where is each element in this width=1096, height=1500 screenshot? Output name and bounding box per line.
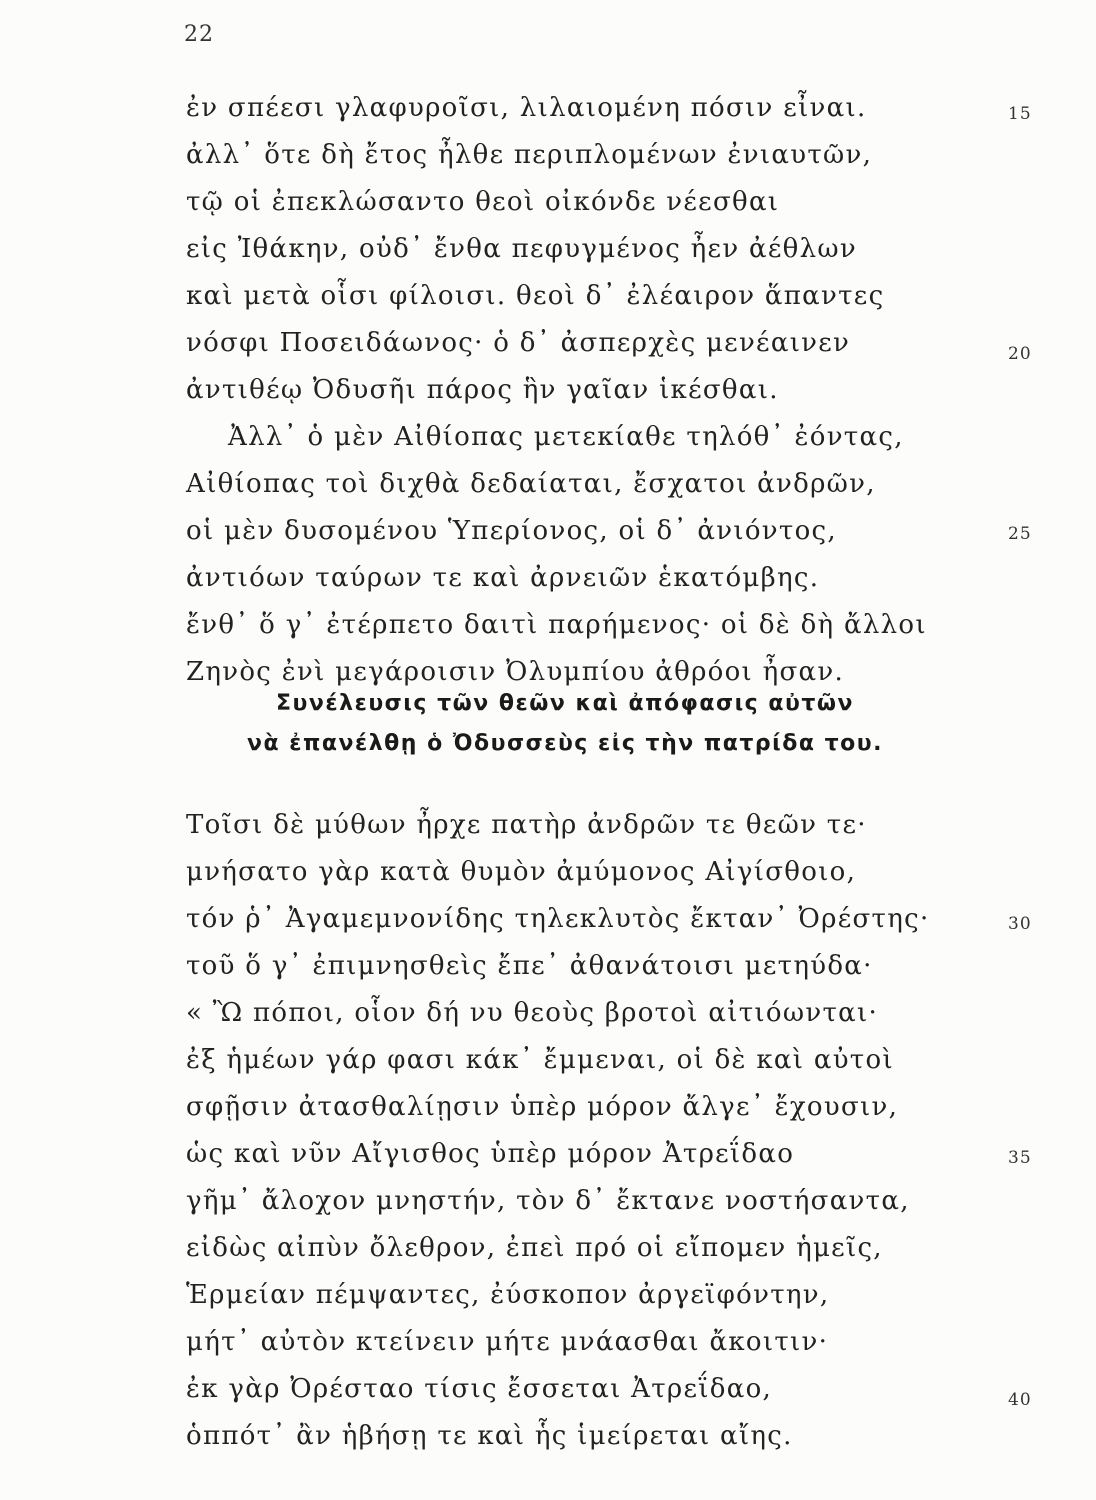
- verse-line: μήτ᾽ αὐτὸν κτείνειν μήτε μνάασθαι ἄκοιτιν·: [186, 1327, 829, 1357]
- verse-line: Ἀλλ᾽ ὁ μὲν Αἰθίοπας μετεκίαθε τηλόθ᾽ ἐόντας,: [228, 422, 904, 452]
- verse-line: Τοῖσι δὲ μύθων ἦρχε πατὴρ ἀνδρῶν τε θεῶν τε·: [186, 810, 867, 840]
- verse-line: οἱ μὲν δυσομένου Ὑπερίονος, οἱ δ᾽ ἀνιόντος,: [186, 516, 837, 546]
- section-heading-line-1: Συνέλευσις τῶν θεῶν καὶ ἀπόφασις αὐτῶν: [276, 691, 854, 716]
- verse-line: ὁππότ᾽ ἂν ἡβήσῃ τε καὶ ἧς ἱμείρεται αἴης.: [186, 1421, 793, 1451]
- verse-line: ὡς καὶ νῦν Αἴγισθος ὑπὲρ μόρον Ἀτρεΐδαο: [186, 1139, 795, 1169]
- verse-line: μνήσατο γὰρ κατὰ θυμὸν ἀμύμονος Αἰγίσθοιο,: [186, 857, 857, 887]
- verse-line: καὶ μετὰ οἷσι φίλοισι. θεοὶ δ᾽ ἐλέαιρον ἅπαντες: [186, 281, 885, 311]
- verse-line: Αἰθίοπας τοὶ διχθὰ δεδαίαται, ἔσχατοι ἀνδρῶν,: [186, 469, 876, 499]
- verse-line: « Ὢ πόποι, οἷον δή νυ θεοὺς βροτοὶ αἰτιόωνται·: [186, 998, 879, 1028]
- line-number: 25: [1008, 524, 1032, 544]
- verse-line: ἀλλ᾽ ὅτε δὴ ἔτος ἦλθε περιπλομένων ἐνιαυτῶν,: [186, 140, 873, 170]
- line-number: 20: [1008, 344, 1032, 364]
- verse-line: ἐν σπέεσι γλαφυροῖσι, λιλαιομένη πόσιν εἶναι.: [186, 93, 867, 123]
- verse-line: τόν ῥ᾽ Ἀγαμεμνονίδης τηλεκλυτὸς ἔκταν᾽ Ὀρέστης·: [186, 904, 930, 934]
- line-number: 35: [1008, 1148, 1032, 1168]
- verse-line: Ζηνὸς ἐνὶ μεγάροισιν Ὀλυμπίου ἀθρόοι ἦσαν.: [186, 657, 845, 687]
- line-number: 30: [1008, 914, 1032, 934]
- verse-line: Ἑρμείαν πέμψαντες, ἐύσκοπον ἀργεϊφόντην,: [186, 1280, 830, 1310]
- verse-line: εἰς Ἰθάκην, οὐδ᾽ ἔνθα πεφυγμένος ἦεν ἀέθλων: [186, 234, 857, 264]
- line-number: 40: [1008, 1390, 1032, 1410]
- verse-line: ἐξ ἡμέων γάρ φασι κάκ᾽ ἔμμεναι, οἱ δὲ καὶ αὐτοὶ: [186, 1045, 894, 1075]
- section-heading: [180, 684, 950, 764]
- verse-line: τῷ οἱ ἐπεκλώσαντο θεοὶ οἰκόνδε νέεσθαι: [186, 187, 780, 217]
- verse-line: εἰδὼς αἰπὺν ὄλεθρον, ἐπεὶ πρό οἱ εἴπομεν ἡμεῖς,: [186, 1233, 883, 1263]
- verse-line: ἀντιθέῳ Ὀδυσῆι πάρος ἣν γαῖαν ἱκέσθαι.: [186, 375, 779, 405]
- verse-line: σφῇσιν ἀτασθαλίῃσιν ὑπὲρ μόρον ἄλγε᾽ ἔχουσιν,: [186, 1092, 899, 1122]
- verse-line: ἔνθ᾽ ὅ γ᾽ ἐτέρπετο δαιτὶ παρήμενος· οἱ δὲ δὴ ἄλλοι: [186, 610, 927, 640]
- verse-line: νόσφι Ποσειδάωνος· ὁ δ᾽ ἀσπερχὲς μενέαινεν: [186, 328, 851, 358]
- section-heading-line-2: νὰ ἐπανέλθῃ ὁ Ὀδυσσεὺς εἰς τὴν πατρίδα του.: [246, 731, 884, 756]
- page-number: 22: [184, 22, 214, 47]
- verse-line: γῆμ᾽ ἄλοχον μνηστήν, τὸν δ᾽ ἔκτανε νοστήσαντα,: [186, 1186, 910, 1216]
- verse-line: ἀντιόων ταύρων τε καὶ ἀρνειῶν ἑκατόμβης.: [186, 563, 820, 593]
- verse-line: ἐκ γὰρ Ὀρέσταο τίσις ἔσσεται Ἀτρεΐδαο,: [186, 1374, 773, 1404]
- line-number: 15: [1008, 104, 1032, 124]
- verse-line: τοῦ ὅ γ᾽ ἐπιμνησθεὶς ἔπε᾽ ἀθανάτοισι μετηύδα·: [186, 951, 873, 981]
